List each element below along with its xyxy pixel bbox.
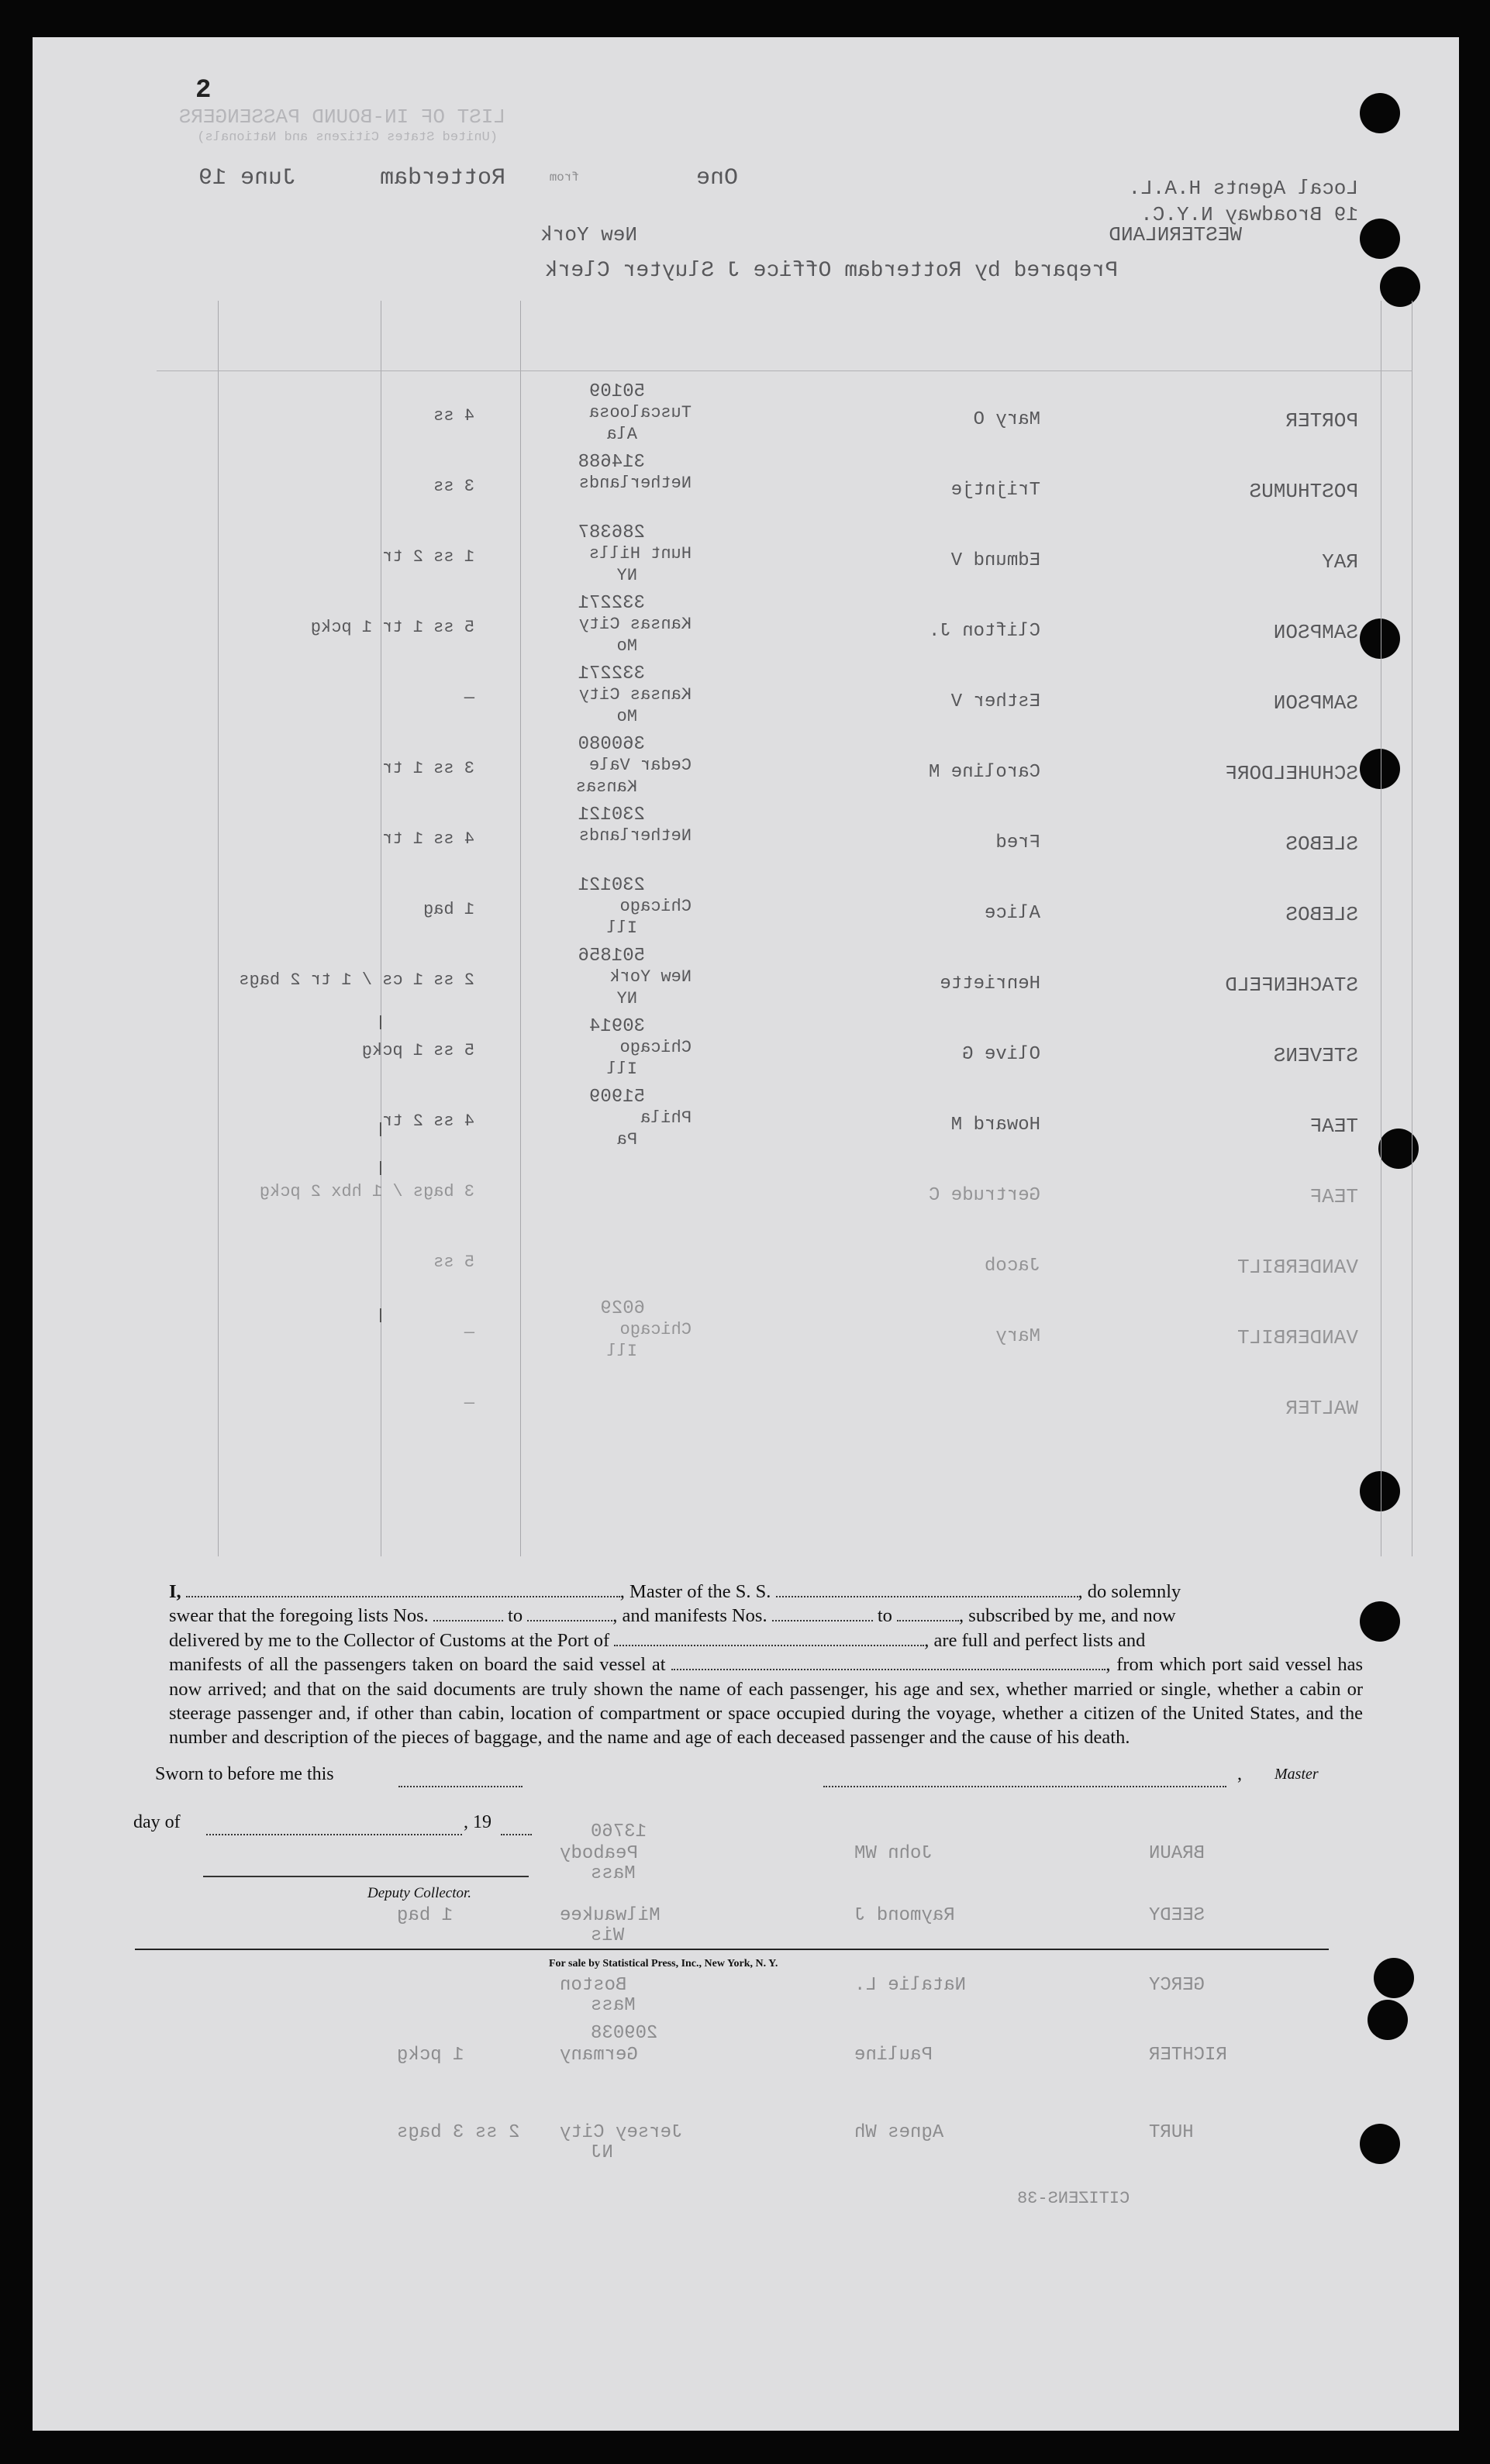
- oath-manifests: , and manifests Nos.: [612, 1605, 767, 1627]
- passenger-certificate: 230121: [578, 875, 645, 896]
- lower-given-name: Raymond J: [854, 1905, 955, 1926]
- passenger-baggage: 2 ss 1 cs / 1 tr 2 bags: [239, 970, 474, 990]
- lower-place: Germany: [560, 2045, 638, 2066]
- punch-hole: [1360, 1601, 1400, 1642]
- passenger-state: NY: [616, 566, 637, 585]
- passenger-surname: TEAF: [1309, 1115, 1358, 1138]
- year-prefix: , 19: [464, 1812, 491, 1832]
- departure-port-blank[interactable]: [671, 1656, 1105, 1670]
- passenger-place: Netherlands: [578, 474, 692, 493]
- lower-baggage: 1 bag: [397, 1905, 454, 1926]
- passenger-surname: POSTHUMUS: [1249, 480, 1358, 503]
- lower-state: Mass: [591, 1995, 636, 2016]
- passenger-certificate: 230121: [578, 805, 645, 825]
- column-rule: [520, 301, 521, 1556]
- list-to-blank[interactable]: [527, 1608, 612, 1621]
- header-from-word: from: [549, 171, 579, 184]
- punch-hole: [1374, 1958, 1414, 1998]
- header-date: June 19: [198, 165, 296, 191]
- list-from-blank[interactable]: [433, 1608, 503, 1621]
- oath-to-1: to: [508, 1605, 523, 1627]
- passenger-given-name: Esther V: [950, 691, 1040, 712]
- passenger-given-name: Olive G: [962, 1044, 1040, 1065]
- lower-state: Mass: [591, 1863, 636, 1884]
- passenger-given-name: Alice: [984, 903, 1040, 924]
- passenger-surname: STEVENS: [1273, 1044, 1358, 1067]
- passenger-state: Pa: [616, 1130, 637, 1149]
- passenger-baggage: 4 ss 2 tr: [382, 1111, 474, 1131]
- passenger-state: Ill: [606, 1060, 637, 1079]
- manifest-to-blank[interactable]: [897, 1608, 959, 1621]
- header-rule: [157, 370, 1412, 371]
- oath-master-of: , Master of the S. S.: [619, 1581, 771, 1602]
- bleed-through-layer: [33, 37, 1459, 1587]
- lower-given-name: Pauline: [854, 2045, 933, 2066]
- passenger-baggage: 4 ss: [433, 406, 474, 426]
- column-tick: [380, 1161, 381, 1175]
- oath-from-which: , from which: [1105, 1654, 1206, 1676]
- passenger-baggage: 4 ss 1 tr: [382, 829, 474, 849]
- oath-paragraph: [169, 1580, 1363, 1750]
- header-arriving-port: New York: [540, 223, 637, 246]
- passenger-given-name: Howard M: [950, 1115, 1040, 1136]
- passenger-place: Phila: [640, 1108, 692, 1128]
- printer-credit: For sale by Statistical Press, Inc., New York, N. Y.: [549, 1958, 778, 1969]
- passenger-baggage: 5 ss 1 tr 1 pckg: [310, 618, 474, 637]
- oath-delivered: delivered by me to the Collector of Customs at the Port of: [169, 1629, 610, 1651]
- lower-place: Jersey City: [560, 2122, 683, 2143]
- passenger-state: Ill: [606, 1342, 637, 1361]
- passenger-certificate: 332271: [578, 593, 645, 614]
- oath-to-2: to: [877, 1605, 892, 1627]
- passenger-given-name: Clifton J.: [928, 621, 1040, 642]
- passenger-baggage: —: [464, 688, 474, 708]
- column-tick: [380, 1122, 381, 1136]
- passenger-certificate: 314688: [578, 452, 645, 473]
- passenger-certificate: 332271: [578, 663, 645, 684]
- lower-baggage: 1 pckg: [397, 2045, 464, 2066]
- lower-certificate: 13760: [591, 1821, 647, 1842]
- footer-rule: [135, 1949, 1329, 1950]
- passenger-place: New York: [609, 967, 692, 987]
- master-name-blank[interactable]: [186, 1584, 620, 1597]
- passenger-baggage: 3 bags / 1 hbx 2 pckg: [259, 1182, 474, 1201]
- lower-place: Boston: [560, 1975, 627, 1996]
- day-of-label: day of: [133, 1812, 181, 1832]
- lower-state: Wis: [591, 1925, 625, 1946]
- passenger-surname: SAMPSON: [1273, 691, 1358, 715]
- oath-solemnly: , do solemnly: [1078, 1581, 1181, 1602]
- lower-given-name: Natalie L.: [854, 1975, 967, 1996]
- passenger-given-name: Fred: [995, 832, 1040, 853]
- manifest-from-blank[interactable]: [772, 1608, 873, 1621]
- passenger-surname: TEAF: [1309, 1185, 1358, 1208]
- header-ship: WESTERNLAND: [1109, 223, 1242, 246]
- passenger-baggage: 3 ss: [433, 477, 474, 496]
- passenger-baggage: 3 ss 1 tr: [382, 759, 474, 778]
- passenger-state: Ala: [606, 425, 637, 444]
- header-port-from: Rotterdam: [379, 165, 505, 191]
- header-class: One: [695, 165, 738, 191]
- passenger-surname: SAMPSON: [1273, 621, 1358, 644]
- passenger-certificate: 51909: [588, 1087, 645, 1108]
- passenger-state: Ill: [606, 918, 637, 938]
- passenger-given-name: Jacob: [984, 1256, 1040, 1277]
- month-blank[interactable]: [206, 1821, 462, 1835]
- lower-surname: RICHTER: [1149, 2045, 1227, 2066]
- oath-full-perfect: , are full and perfect lists and: [924, 1629, 1146, 1651]
- oath-subscribed: , subscribed by me, and now: [959, 1605, 1176, 1627]
- passenger-baggage: —: [464, 1394, 474, 1413]
- passenger-place: Kansas City: [578, 685, 692, 705]
- passenger-baggage: 5 ss 1 pckg: [361, 1041, 474, 1060]
- manifest-page: [33, 37, 1459, 2431]
- header-prepared-by: Prepared by Rotterdam Office J Sluyter Clerk: [544, 259, 1118, 283]
- column-tick: [380, 1308, 381, 1322]
- passenger-state: Mo: [616, 707, 637, 726]
- master-signature-blank[interactable]: [823, 1773, 1226, 1787]
- lower-state: NJ: [591, 2142, 613, 2163]
- passenger-place: Cedar Vale: [588, 756, 692, 775]
- sworn-day-blank[interactable]: [398, 1773, 523, 1787]
- ship-name-blank[interactable]: [776, 1584, 1078, 1597]
- master-label: Master: [1274, 1766, 1319, 1783]
- master-comma: ,: [1237, 1764, 1242, 1784]
- passenger-surname: RAY: [1322, 550, 1358, 574]
- passenger-state: NY: [616, 989, 637, 1008]
- lower-surname: HURT: [1149, 2122, 1194, 2143]
- passenger-surname: SCHUHELDORF: [1225, 762, 1358, 785]
- passenger-place: Hunt Hills: [588, 544, 692, 563]
- passenger-certificate: 360080: [578, 734, 645, 755]
- oath-swear-lists: swear that the foregoing lists Nos.: [169, 1605, 429, 1627]
- page-number: 2: [195, 76, 212, 105]
- passenger-given-name: Caroline M: [928, 762, 1040, 783]
- passenger-surname: SLEBOS: [1285, 903, 1358, 926]
- deputy-label: Deputy Collector.: [367, 1885, 472, 1901]
- passenger-place: Netherlands: [578, 826, 692, 846]
- passenger-place: Tuscaloosa: [588, 403, 692, 422]
- passenger-state: Mo: [616, 636, 637, 656]
- lower-place: Milwaukee: [560, 1905, 660, 1926]
- passenger-surname: SLEBOS: [1285, 832, 1358, 856]
- passenger-given-name: Edmund V: [950, 550, 1040, 571]
- oath-rest: port said vessel has now arrived; and that on the said documents are truly shown the name of each passenger, his age and sex, whether married or single, whether a cabin or steerage passenger and, if other than cabin, location of compartment or space occupied during the voyage, whether a citizen of the United States, and the number and description of the pieces of baggage, and the name and age of each deceased passenger and the cause of his death.: [169, 1654, 1364, 1749]
- punch-hole: [1368, 2000, 1408, 2040]
- header-title: LIST OF IN-BOUND PASSENGERS: [178, 105, 505, 129]
- passenger-place: Chicago: [619, 1038, 692, 1057]
- oath-i-label: I,: [169, 1581, 181, 1602]
- oath-manifests-all: manifests of all the passengers taken on board the said vessel at: [169, 1654, 666, 1676]
- passenger-state: Kansas: [575, 777, 637, 797]
- passenger-place: Chicago: [619, 1320, 692, 1339]
- lower-baggage: 2 ss 3 bags: [397, 2122, 520, 2143]
- column-rule: [218, 301, 219, 1556]
- bottom-stamp: CITIZENS-38: [1017, 2189, 1130, 2208]
- passenger-certificate: 286387: [578, 522, 645, 543]
- header-agent-line2: 19 Broadway N.Y.C.: [1140, 203, 1358, 226]
- deputy-signature-line: [203, 1876, 529, 1877]
- passenger-given-name: Mary O: [973, 409, 1040, 430]
- passenger-certificate: 501856: [578, 946, 645, 967]
- punch-hole: [1360, 2124, 1400, 2164]
- lower-place: Peabody: [560, 1843, 638, 1864]
- lower-given-name: John WM: [854, 1843, 933, 1864]
- header-subtitle: (United States Citizens and Nationals): [197, 130, 498, 145]
- passenger-baggage: 1 ss 2 tr: [382, 547, 474, 567]
- passenger-place: Chicago: [619, 897, 692, 916]
- passenger-given-name: Henriette: [940, 974, 1040, 994]
- passenger-surname: STACHENFELD: [1225, 974, 1358, 997]
- year-blank[interactable]: [501, 1821, 532, 1835]
- passenger-baggage: 1 bag: [423, 900, 474, 919]
- header-agent-line1: Local Agents H.A.L.: [1128, 177, 1358, 200]
- passenger-certificate: 50109: [588, 381, 645, 402]
- column-tick: [380, 1015, 381, 1029]
- passenger-surname: PORTER: [1285, 409, 1358, 432]
- passenger-given-name: Trijntje: [950, 480, 1040, 501]
- lower-surname: GERCY: [1149, 1975, 1205, 1996]
- passenger-given-name: Gertrude C: [928, 1185, 1040, 1206]
- port-blank[interactable]: [614, 1632, 924, 1646]
- passenger-certificate: 6029: [600, 1298, 645, 1319]
- lower-certificate: 209038: [591, 2023, 658, 2044]
- lower-surname: BRAUN: [1149, 1843, 1205, 1864]
- passenger-surname: WALTER: [1285, 1397, 1358, 1420]
- sworn-label: Sworn to before me this: [155, 1764, 334, 1784]
- passenger-baggage: —: [464, 1323, 474, 1342]
- passenger-baggage: 5 ss: [433, 1253, 474, 1272]
- passenger-given-name: Mary: [995, 1326, 1040, 1347]
- passenger-certificate: 30914: [588, 1016, 645, 1037]
- passenger-surname: VANDERBILT: [1236, 1326, 1358, 1349]
- lower-given-name: Agnes Wh: [854, 2122, 944, 2143]
- lower-surname: SEEDY: [1149, 1905, 1205, 1926]
- passenger-place: Kansas City: [578, 615, 692, 634]
- passenger-surname: VANDERBILT: [1236, 1256, 1358, 1279]
